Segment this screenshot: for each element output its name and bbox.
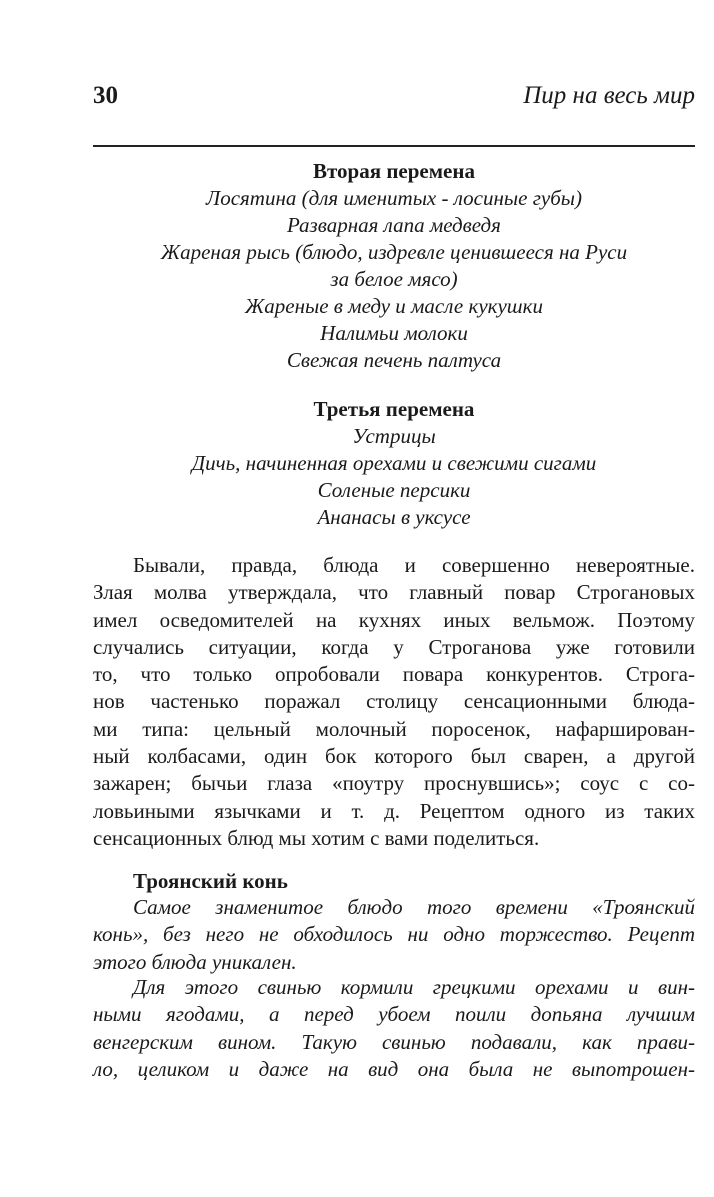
paragraph-line: Для этого свинью кормили грецкими орехами и вин- bbox=[133, 975, 695, 999]
menu-heading: Вторая перемена bbox=[313, 159, 475, 183]
menu-item: Свежая печень палтуса bbox=[286, 348, 502, 372]
paragraph-line: ми типа: цельный молочный поросенок, нафарширован- bbox=[93, 716, 695, 741]
recipe-title: Троянский конь bbox=[133, 869, 288, 893]
header-rule bbox=[93, 145, 695, 147]
menu-item: Жареные в меду и масле кукушки bbox=[245, 294, 543, 318]
recipe-paragraph bbox=[93, 894, 695, 976]
paragraph-line: ными ягодами, а перед убоем поили допьяна лучшим bbox=[93, 1002, 695, 1027]
menu-item: Соленые персики bbox=[317, 478, 471, 502]
menu-item: Жареная рысь (блюдо, издревле ценившееся на Руси bbox=[160, 240, 628, 264]
paragraph-line: ловьиными язычками и т. д. Рецептом одного из таких bbox=[93, 798, 695, 823]
paragraph-line: венгерским вином. Такую свинью подавали, как прави- bbox=[93, 1029, 695, 1054]
paragraph-line: зажарен; бычьи глаза «поутру проснувшись»; соус с со- bbox=[93, 771, 695, 796]
page-header bbox=[93, 82, 695, 118]
paragraph-line: Злая молва утверждала, что главный повар Строгановых bbox=[93, 580, 695, 605]
menu-item: Дичь, начиненная орехами и свежими сигами bbox=[191, 451, 597, 475]
menu-item: Налимьи молоки bbox=[320, 321, 468, 345]
menu-item: Устрицы bbox=[352, 424, 436, 448]
paragraph-line: сенсационных блюд мы хотим с вами поделиться. bbox=[93, 825, 540, 850]
running-title: Пир на весь мир bbox=[523, 82, 695, 109]
recipe-paragraph bbox=[93, 974, 695, 1083]
paragraph-line: ный колбасами, один бок которого был сварен, а другой bbox=[93, 744, 695, 769]
menu-second-course bbox=[93, 158, 695, 374]
paragraph-line: этого блюда уникален. bbox=[93, 949, 297, 974]
paragraph-line: нов частенько поражал столицу сенсационными блюда- bbox=[93, 689, 695, 714]
menu-item: Ананасы в уксусе bbox=[317, 505, 471, 529]
paragraph-line: Бывали, правда, блюда и совершенно невероятные. bbox=[133, 553, 695, 577]
paragraph-line: Самое знаменитое блюдо того времени «Троянский bbox=[133, 895, 695, 919]
page-number: 30 bbox=[93, 82, 118, 109]
body-paragraph bbox=[93, 552, 695, 852]
menu-item: Разварная лапа медведя bbox=[287, 213, 501, 237]
paragraph-line: то, что только опробовали повара конкурентов. Строга- bbox=[93, 662, 695, 687]
menu-item: за белое мясо) bbox=[330, 267, 458, 291]
paragraph-line: случались ситуации, когда у Строганова уже готовили bbox=[93, 634, 695, 659]
menu-third-course bbox=[93, 396, 695, 531]
menu-heading: Третья перемена bbox=[313, 397, 475, 421]
paragraph-line: имел осведомителей на кухнях иных вельмож. Поэтому bbox=[93, 607, 695, 632]
paragraph-line: ло, целиком и даже на вид она была не выпотрошен- bbox=[93, 1056, 695, 1081]
paragraph-line: конь», без него не обходилось ни одно торжество. Рецепт bbox=[93, 922, 695, 947]
menu-item: Лосятина (для именитых - лосиные губы) bbox=[205, 186, 582, 210]
